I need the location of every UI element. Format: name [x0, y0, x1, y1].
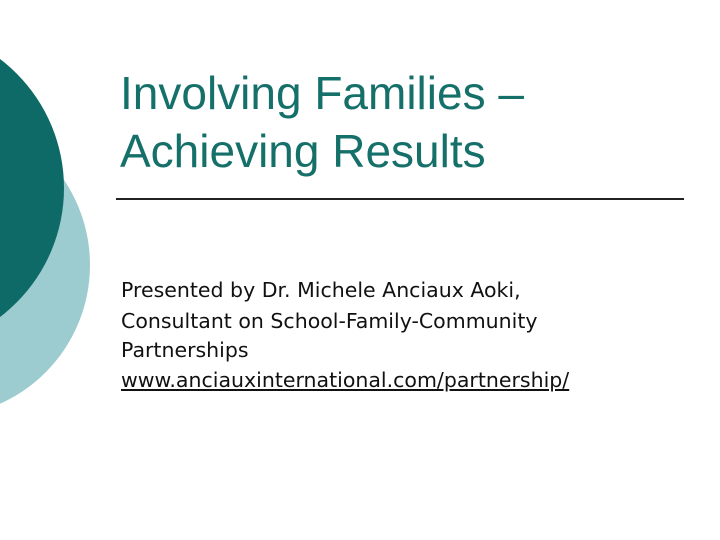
title-divider	[116, 198, 684, 200]
website-link[interactable]: www.anciauxinternational.com/partnership/	[121, 368, 570, 392]
role-line-1: Consultant on School-Family-Community	[121, 309, 538, 333]
title-line-2: Achieving Results	[120, 125, 486, 177]
slide-title	[120, 64, 700, 180]
title-line-1: Involving Families –	[120, 67, 524, 119]
role-line-2: Partnerships	[121, 338, 249, 362]
presenter-line: Presented by Dr. Michele Anciaux Aoki,	[121, 278, 521, 302]
slide-body	[121, 275, 701, 397]
overlapping-circles-graphic	[0, 0, 120, 540]
